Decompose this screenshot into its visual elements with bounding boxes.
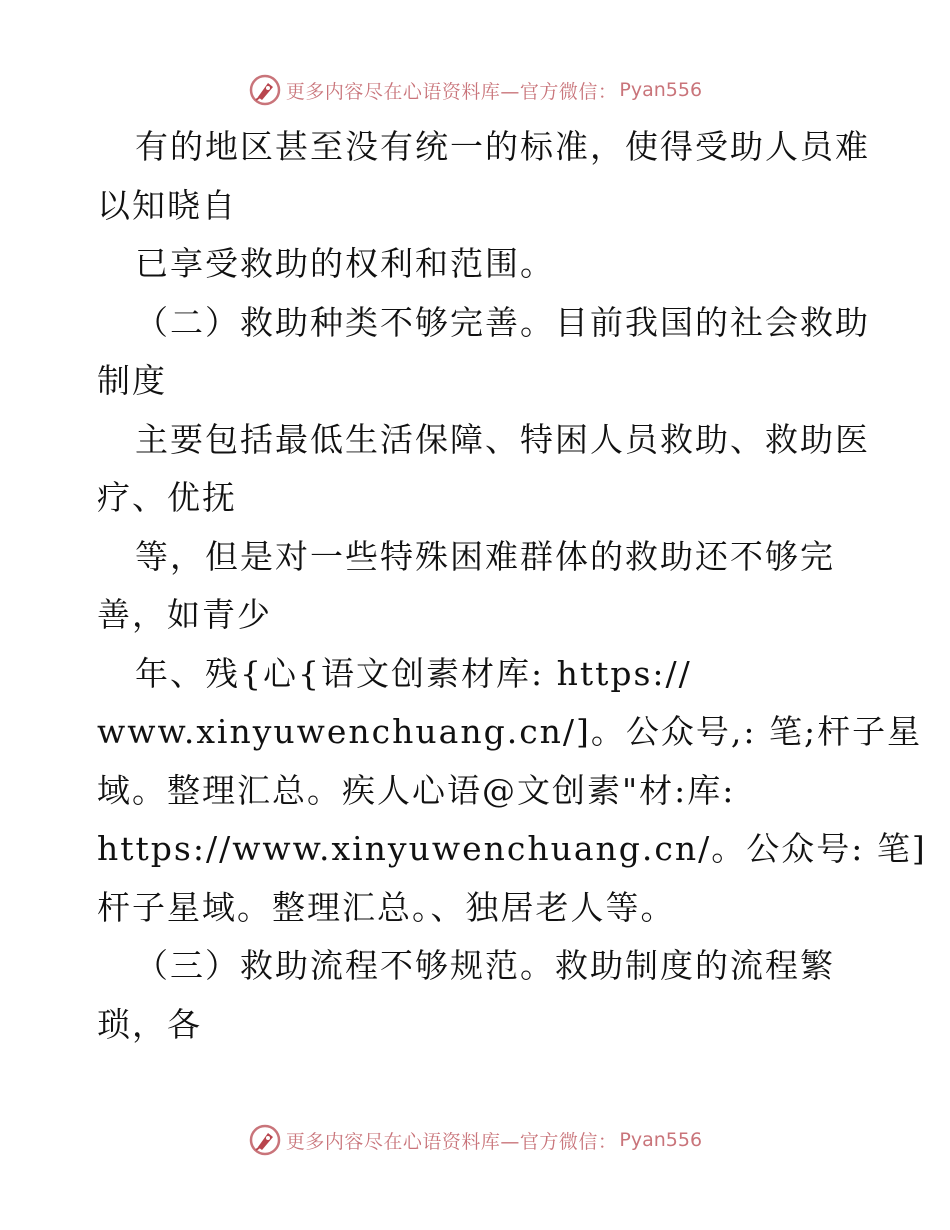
text-line: 制度 xyxy=(97,361,167,400)
text-line: （二）救助种类不够完善。目前我国的社会救助 xyxy=(135,302,870,342)
banner-wechat-id: Pyan556 xyxy=(619,79,703,101)
banner-text: 更多内容尽在心语资料库—官方微信： xyxy=(285,1130,618,1153)
text-line: 已享受救助的权利和范围。 xyxy=(135,244,555,283)
banner-text: 更多内容尽在心语资料库—官方微信： xyxy=(285,80,618,103)
text-line: 以知晓自 xyxy=(97,185,237,225)
header-banner xyxy=(0,70,950,110)
text-line: （三）救助流程不够规范。救助制度的流程繁 xyxy=(135,946,835,985)
text-line: 等，但是对一些特殊困难群体的救助还不够完 xyxy=(135,536,835,576)
text-line: 杆子星域。整理汇总。、独居老人等。 xyxy=(97,887,676,927)
banner-wechat-id: Pyan556 xyxy=(619,1129,703,1151)
text-line: https://www.xinyuwenchuang.cn/。公众号: 笔] xyxy=(97,829,927,868)
document-body xyxy=(97,118,927,1054)
text-line: 琐，各 xyxy=(97,1004,202,1044)
text-line: 有的地区甚至没有统一的标准，使得受助人员难 xyxy=(135,127,870,166)
text-line: 善，如青少 xyxy=(97,595,272,634)
text-line: 疗、优抚 xyxy=(97,478,237,517)
text-line: 年、残{心{语文创素材库: https:// xyxy=(135,653,692,693)
text-line: 主要包括最低生活保障、特困人员救助、救助医 xyxy=(135,419,870,459)
pen-nib-logo-icon xyxy=(248,73,282,107)
text-line: 域。整理汇总。疾人心语@文创素"材:库: xyxy=(97,770,736,810)
text-line: www.xinyuwenchuang.cn/]。公众号,: 笔;杆子星 xyxy=(97,712,923,751)
pen-nib-logo-icon xyxy=(248,1123,282,1157)
footer-banner xyxy=(0,1120,950,1160)
